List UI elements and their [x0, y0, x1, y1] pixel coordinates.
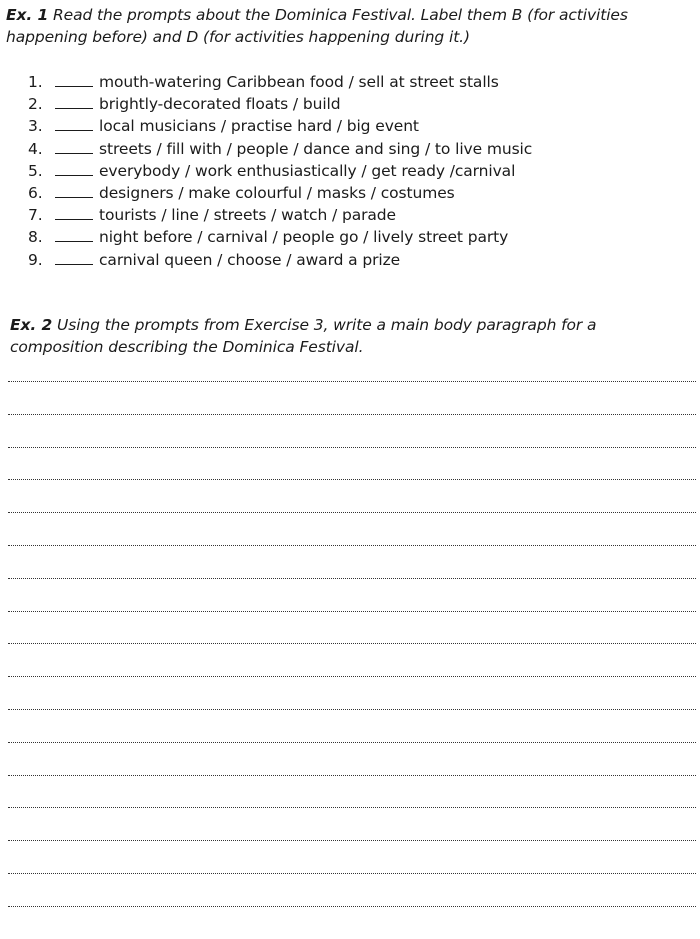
prompt-item [28, 249, 532, 271]
answer-blank[interactable] [55, 263, 93, 265]
exercise-1-heading [6, 4, 686, 48]
writing-line[interactable] [8, 578, 696, 579]
writing-line[interactable] [8, 643, 696, 644]
prompt-item [28, 160, 532, 182]
writing-line[interactable] [8, 840, 696, 841]
writing-line[interactable] [8, 447, 696, 448]
writing-line[interactable] [8, 545, 696, 546]
prompt-text: carnival queen / choose / award a prize [99, 250, 401, 269]
exercise-2-heading [10, 314, 690, 358]
answer-blank[interactable] [55, 218, 93, 220]
writing-line[interactable] [8, 512, 696, 513]
answer-blank[interactable] [55, 107, 93, 109]
writing-line[interactable] [8, 709, 696, 710]
exercise-2-label: Ex. 2 [10, 316, 53, 334]
writing-line[interactable] [8, 414, 696, 415]
prompt-text: tourists / line / streets / watch / parade [99, 206, 396, 225]
prompt-text: mouth-watering Caribbean food / sell at street stalls [99, 73, 499, 91]
answer-blank[interactable] [55, 152, 93, 154]
prompt-text: local musicians / practise hard / big event [99, 117, 419, 136]
prompt-number: 6. [28, 184, 43, 203]
prompt-list [28, 71, 532, 271]
writing-line[interactable] [8, 479, 696, 480]
exercise-2-instruction: Using the prompts from Exercise 3, write a main body paragraph for a composition describing the Dominica Festival. [10, 316, 597, 356]
writing-line[interactable] [8, 742, 696, 743]
prompt-number: 2. [28, 95, 43, 114]
exercise-1-label: Ex. 1 [6, 6, 49, 24]
prompt-text: everybody / work enthusiastically / get ready /carnival [99, 161, 516, 180]
prompt-number: 9. [28, 250, 43, 269]
prompt-item [28, 138, 532, 160]
prompt-number: 4. [28, 139, 43, 158]
exercise-1-instruction: Read the prompts about the Dominica Festival. Label them B (for activities happening before) and D (for activities happening during it.) [6, 6, 628, 46]
answer-blank[interactable] [55, 240, 93, 242]
prompt-number: 3. [28, 117, 43, 136]
writing-line[interactable] [8, 906, 696, 907]
prompt-text: streets / fill with / people / dance and sing / to live music [99, 139, 533, 158]
prompt-item [28, 93, 532, 115]
prompt-number: 8. [28, 228, 43, 247]
writing-line[interactable] [8, 611, 696, 612]
writing-line[interactable] [8, 775, 696, 776]
prompt-text: designers / make colourful / masks / costumes [99, 184, 455, 203]
prompt-number: 5. [28, 161, 43, 180]
answer-blank[interactable] [55, 174, 93, 176]
prompt-text: brightly-decorated floats / build [99, 95, 341, 114]
prompt-item [28, 182, 532, 204]
prompt-item [28, 204, 532, 226]
writing-line[interactable] [8, 807, 696, 808]
writing-area[interactable] [8, 381, 696, 939]
answer-blank[interactable] [55, 196, 93, 198]
writing-line[interactable] [8, 381, 696, 382]
answer-blank[interactable] [55, 129, 93, 131]
prompt-item [28, 226, 532, 248]
prompt-number: 1. [28, 73, 43, 91]
writing-line[interactable] [8, 873, 696, 874]
prompt-text: night before / carnival / people go / lively street party [99, 228, 509, 247]
prompt-number: 7. [28, 206, 43, 225]
answer-blank[interactable] [55, 85, 93, 87]
prompt-item [28, 115, 532, 137]
prompt-item [28, 71, 532, 93]
writing-line[interactable] [8, 676, 696, 677]
